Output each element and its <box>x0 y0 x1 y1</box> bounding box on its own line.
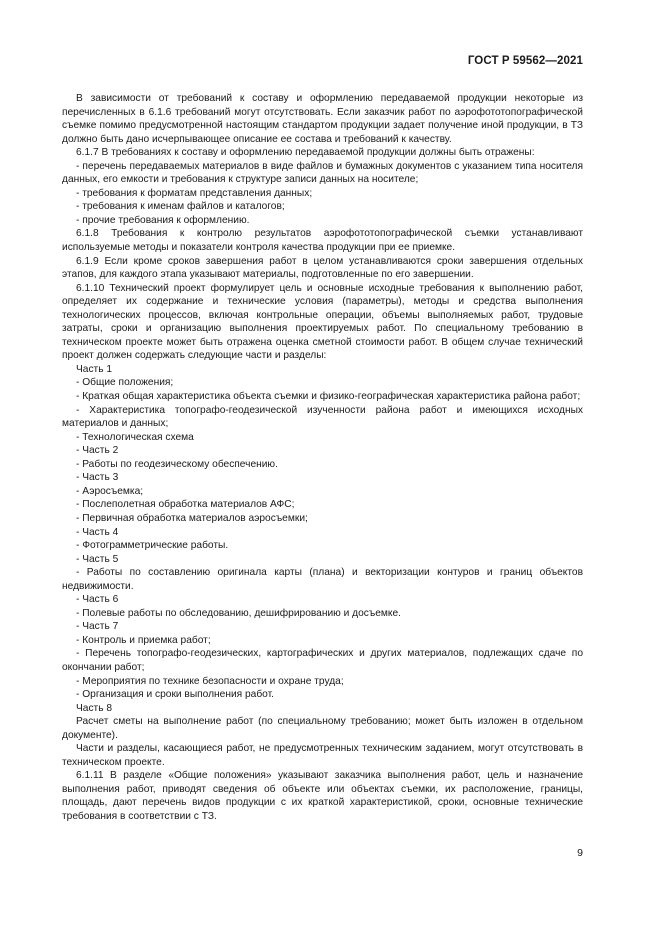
paragraph: В зависимости от требований к составу и оформлению передаваемой продукции некоторые из перечисленных в 6.1.6 требований могут отсутствовать. Если заказчик работ по аэрофототопографической съемке помимо предусмотренной настоящим стандартом продукции задает получение иной продукции, в ТЗ должно быть дано исчерпывающее описание ее состава и требований к качеству. <box>62 93 583 145</box>
paragraph: 6.1.7 В требованиях к составу и оформлению передаваемой продукции должны быть отражены: <box>76 147 535 159</box>
list-item: - перечень передаваемых материалов в виде файлов и бумажных документов с указанием типа носителя данных, его емкости и требования к структуре записи данных на носителе; <box>62 160 583 186</box>
part-heading: Часть 1 <box>76 363 113 375</box>
list-item: - Часть 7 <box>76 621 119 633</box>
paragraph: Расчет сметы на выполнение работ (по специальному требованию; может быть изложен в отдельном документе). <box>62 716 583 741</box>
list-item: - прочие требования к оформлению. <box>76 214 250 226</box>
paragraph: 6.1.9 Если кроме сроков завершения работ в целом устанавливаются сроки завершения отдельных этапов, для каждого этапа указывают материалы, подготовленные по его завершении. <box>62 255 583 281</box>
list-item: - Первичная обработка материалов аэросъемки; <box>76 512 308 524</box>
document-body <box>62 92 583 824</box>
list-item: - Часть 4 <box>76 526 119 538</box>
list-item: - Часть 2 <box>76 445 119 457</box>
list-item: - Мероприятия по технике безопасности и охране труда; <box>76 675 344 687</box>
paragraph: 6.1.11 В разделе «Общие положения» указывают заказчика выполнения работ, цель и назначение выполнения работ, приводят сведения об объекте или объектах съемки, их расположение, границы, площадь, дают перечень видов продукции с их краткой характеристикой, сроки, основные технические требования в соответствии с ТЗ. <box>62 770 583 822</box>
list-item: - Работы по геодезическому обеспечению. <box>76 458 278 470</box>
paragraph: Части и разделы, касающиеся работ, не предусмотренных техническим заданием, могут отсутствовать в техническом проекте. <box>62 743 583 768</box>
list-item: - Фотограмметрические работы. <box>76 540 229 552</box>
list-item: - Характеристика топографо-геодезической изученности района работ и имеющихся исходных материалов и данных; <box>62 404 583 430</box>
list-item: - Краткая общая характеристика объекта съемки и физико-географическая характеристика района работ; <box>76 391 581 403</box>
list-item: - Работы по составлению оригинала карты (плана) и векторизации контуров и границ объектов недвижимости. <box>62 567 583 592</box>
paragraph: 6.1.10 Технический проект формулирует цель и основные исходные требования к выполнению работ, определяет их содержание и технические условия (параметры), методы и средства выполнения технологических процессов, включая контрольные операции, объемы выполняемых работ, трудовые затраты, сроки и организацию выполнения проектируемых работ. По специальному требованию в техническом проекте может быть отражена оценка сметной стоимости работ. В общем случае технический проект должен содержать следующие части и разделы: <box>62 282 583 362</box>
standard-header: ГОСТ Р 59562—2021 <box>467 55 583 67</box>
list-item: - Перечень топографо-геодезических, картографических и других материалов, подлежащих сдаче по окончании работ; <box>62 648 583 673</box>
part-heading: Часть 8 <box>76 702 113 714</box>
list-item: - Аэросъемка; <box>76 485 144 497</box>
list-item: - Часть 5 <box>76 553 119 565</box>
list-item: - требования к именам файлов и каталогов; <box>76 201 285 213</box>
paragraph: 6.1.8 Требования к контролю результатов аэрофототопографической съемки устанавливают используемые методы и показатели контроля качества продукции при ее приемке. <box>62 228 583 254</box>
list-item: - Технологическая схема <box>76 431 194 443</box>
list-item: - Полевые работы по обследованию, дешифрированию и досъемке. <box>76 607 401 619</box>
list-item: - Послеполетная обработка материалов АФС; <box>76 499 295 511</box>
list-item: - Организация и сроки выполнения работ. <box>76 689 274 701</box>
list-item: - Часть 3 <box>76 472 119 484</box>
page-number: 9 <box>577 847 583 859</box>
list-item: - Общие положения; <box>76 377 174 389</box>
list-item: - Контроль и приемка работ; <box>76 634 211 646</box>
list-item: - Часть 6 <box>76 594 119 606</box>
list-item: - требования к форматам представления данных; <box>76 187 313 199</box>
